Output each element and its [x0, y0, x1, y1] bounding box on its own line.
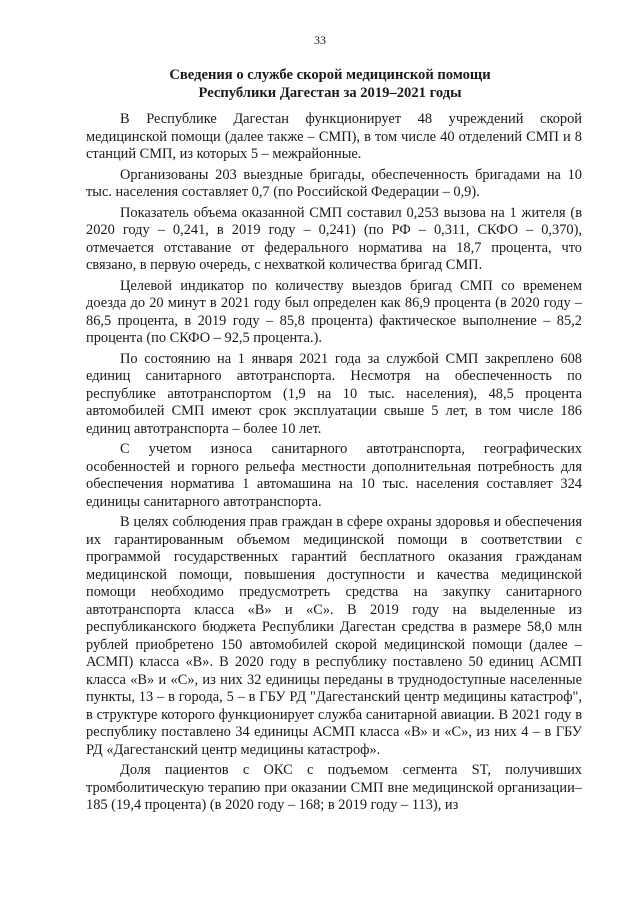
title-line-2: Республики Дагестан за 2019–2021 годы [198, 85, 462, 101]
paragraph: Организованы 203 выездные бригады, обеспеченность бригадами на 10 тыс. населения составляет 0,7 (по Российской Федерации – 0,9). [86, 166, 582, 200]
paragraph: В целях соблюдения прав граждан в сфере охраны здоровья и обеспечения их гарантированным объемом медицинской помощи в соответствии с программой государственных гарантий бесплатного оказания гражданам медицинской помощи, повышения доступности и качества медицинской помощи необходимо предусмотреть средства на закупку санитарного автотранспорта класса «В» и «С». В 2019 году на выделенные из республиканского бюджета Республики Дагестан средства в размере 58,0 млн рублей приобретено 150 автомобилей скорой медицинской помощи (далее – АСМП) класса «В». В 2020 году в республику поставлено 50 единиц АСМП класса «В» и «С», из них 32 единицы переданы в труднодоступные населенные пункты, 13 – в города, 5 – в ГБУ РД "Дагестанский центр медицины катастроф", в структуре которого функционирует служба санитарной авиации. В 2021 году в республику поставлено 34 единицы АСМП класса «В» и «С», из них 4 – в ГБУ РД «Дагестанский центр медицины катастроф». [86, 514, 582, 758]
page-number: 33 [314, 33, 326, 47]
page-title [60, 66, 600, 102]
paragraph: Целевой индикатор по количеству выездов бригад СМП со временем доезда до 20 минут в 2021 году был определен как 86,9 процента (в 2020 году – 86,5 процента, в 2019 году – 85,8 процента) фактическое выполнение – 85,2 процента (по СКФО – 92,5 процента.). [86, 277, 582, 346]
title-line-1: Сведения о службе скорой медицинской помощи [169, 67, 491, 83]
paragraph: В Республике Дагестан функционирует 48 учреждений скорой медицинской помощи (далее также – СМП), в том числе 40 отделений СМП и 8 станций СМП, из которых 5 – межрайонные. [86, 111, 582, 162]
paragraph: С учетом износа санитарного автотранспорта, географических особенностей и горного рельефа местности дополнительная потребность для обеспечения норматива 1 автомашина на 10 тыс. населения составляет 324 единицы санитарного автотранспорта. [86, 441, 582, 510]
document-body [86, 111, 582, 818]
paragraph: Доля пациентов с ОКС с подъемом сегмента ST, получивших тромболитическую терапию при оказании СМП вне медицинской организации– 185 (19,4 процента) (в 2020 году – 168; в 2019 году – 113), из [86, 762, 582, 813]
paragraph: Показатель объема оказанной СМП составил 0,253 вызова на 1 жителя (в 2020 году – 0,241, в 2019 году – 0,241) (по РФ – 0,311, СКФО – 0,370), отмечается отставание от федерального норматива на 18,7 процента, что связано, в первую очередь, с нехваткой количества бригад СМП. [86, 204, 582, 273]
paragraph: По состоянию на 1 января 2021 года за службой СМП закреплено 608 единиц санитарного автотранспорта. Несмотря на обеспеченность по республике автотранспортом (1,9 на 10 тыс. населения), 48,5 процента автомобилей СМП имеют срок эксплуатации свыше 5 лет, в том числе 186 единиц автотранспорта – более 10 лет. [86, 350, 582, 437]
